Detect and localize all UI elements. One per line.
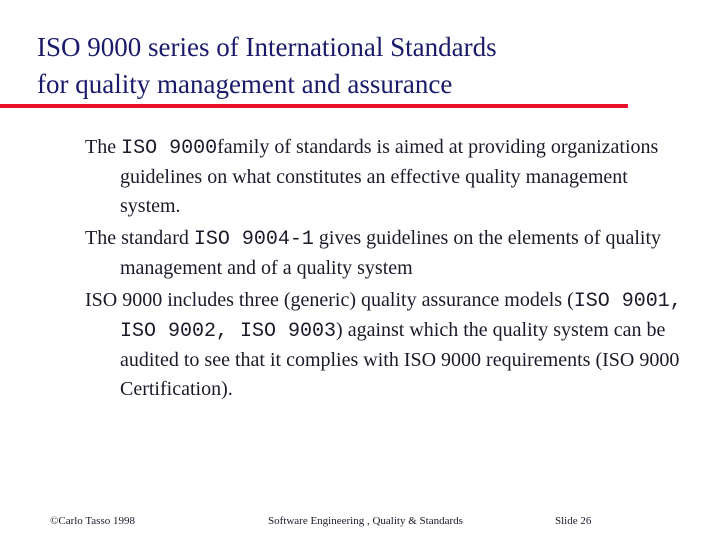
paragraph-2-text: gives guidelines on the elements of quality management and of a quality system	[120, 227, 662, 279]
title-underline	[0, 104, 628, 108]
paragraph-3-text: ) against which the quality system can be audited to see that it complies with ISO 9000 requirements (ISO 9000 Certification).	[120, 319, 680, 400]
footer-slide-number: Slide 26	[555, 515, 592, 527]
footer-copyright: ©Carlo Tasso 1998	[50, 515, 135, 527]
paragraph-1-lead: The	[85, 136, 122, 158]
paragraph-iso-9000-family	[85, 133, 685, 221]
slide-title	[37, 29, 677, 103]
title-line-1: ISO 9000 series of International Standards	[37, 32, 497, 62]
paragraph-1-text: family of standards is aimed at providing organizations guidelines on what constitutes an effective quality management system.	[120, 136, 659, 217]
paragraph-1-code: ISO 9000	[121, 137, 218, 160]
paragraph-assurance-models	[85, 286, 685, 404]
paragraph-2-lead: The standard	[85, 227, 194, 249]
title-line-2: for quality management and assurance	[37, 69, 453, 99]
slide-body	[85, 133, 685, 407]
paragraph-iso-9004	[85, 224, 685, 283]
footer-course-title: Software Engineering , Quality & Standards	[268, 515, 463, 527]
paragraph-3-lead: ISO 9000 includes three (generic) quality assurance models (	[85, 289, 574, 311]
paragraph-3-code: ISO 9001, ISO 9002, ISO 9003	[120, 290, 682, 343]
paragraph-2-code: ISO 9004-1	[193, 228, 314, 251]
